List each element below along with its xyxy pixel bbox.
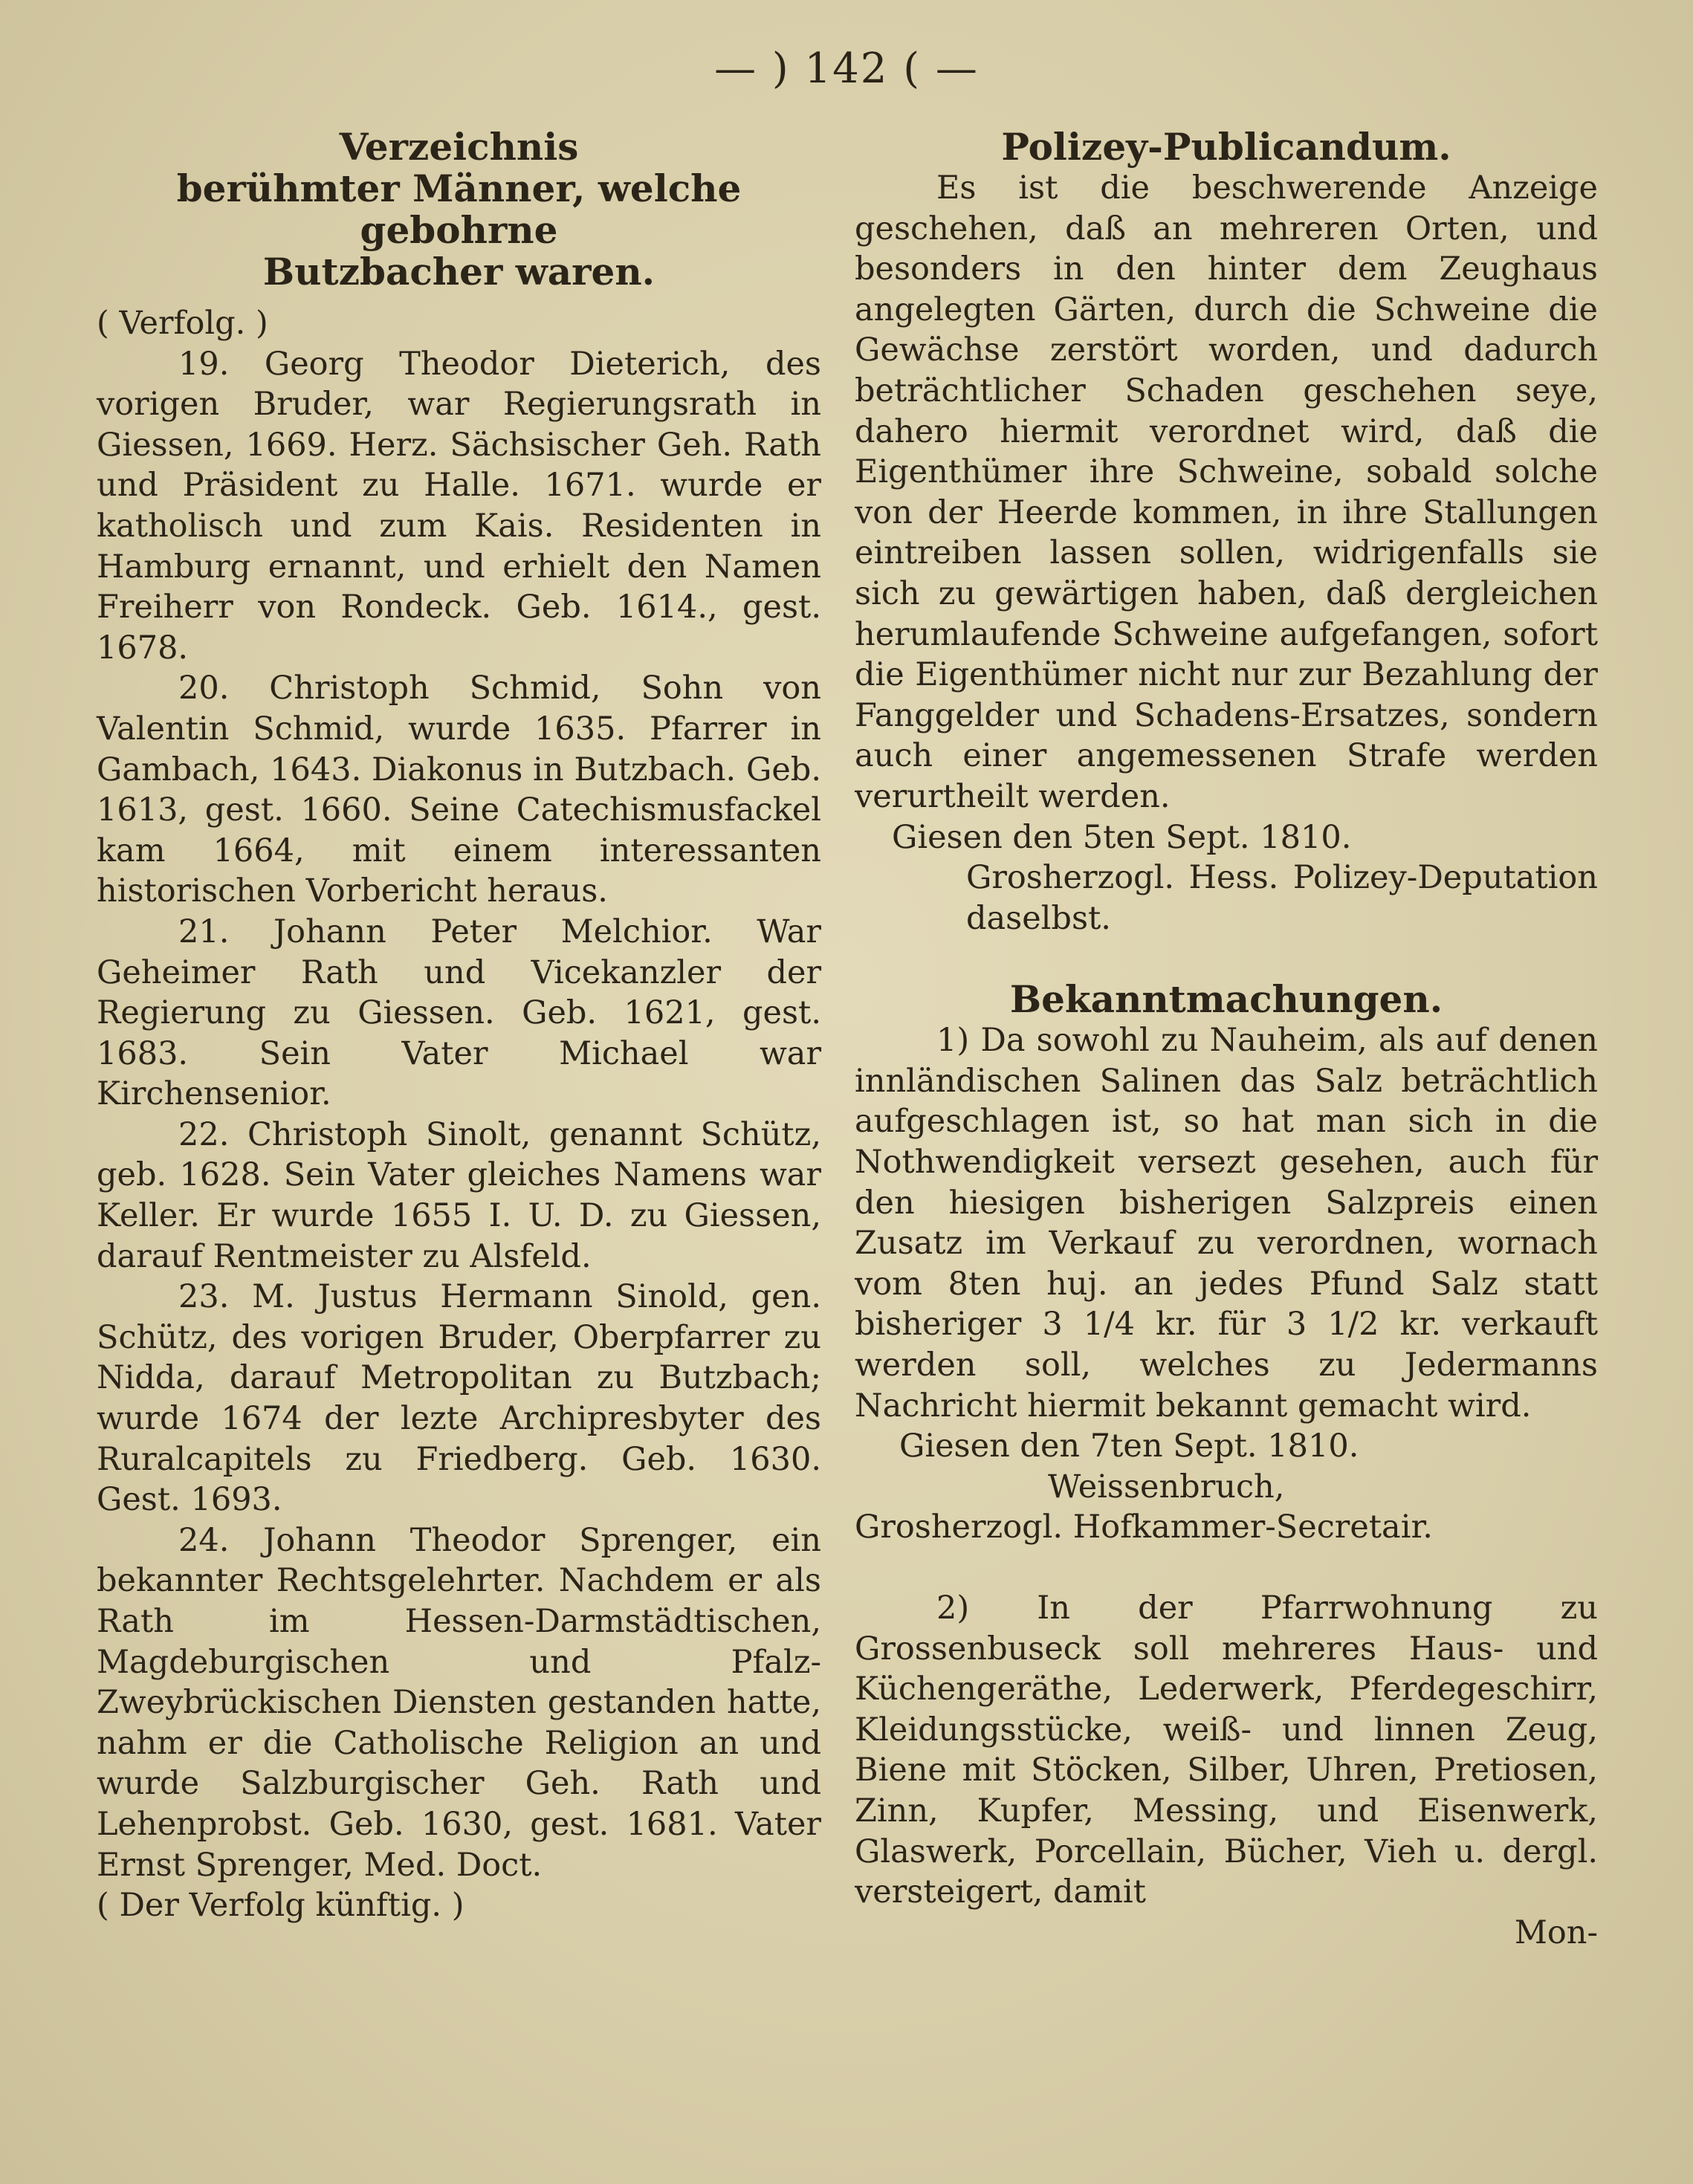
entry-23: 23. M. Justus Hermann Sinold, gen. Schütz, des vorigen Bruder, Oberpfarrer zu Nidda, darauf Metropolitan zu Butzbach; wurde 1674 der lezte Archipresbyter des Ruralcapitels zu Friedberg. Geb. 1630. Gest. 1693. (97, 1278, 821, 1519)
notice-1-signature-name: Weissenbruch, (1048, 1468, 1285, 1506)
title-line-1: Verzeichnis (339, 125, 579, 169)
title-line-2: berühmter Männer, welche gebohrne (176, 166, 742, 252)
police-signature: Grosherzogl. Hess. Polizey-Deputation daselbst. (966, 859, 1598, 937)
entry-22: 22. Christoph Sinolt, genannt Schütz, geb. 1628. Sein Vater gleiches Namens war Keller. Er wurde 1655 I. U. D. zu Giessen, darauf Rentmeister zu Alsfeld. (97, 1115, 821, 1275)
catchword: Mon- (1514, 1914, 1598, 1951)
entry-19: 19. Georg Theodor Dieterich, des vorigen Bruder, war Regierungsrath in Giessen, 1669. Herz. Sächsischer Geh. Rath und Präsident zu Halle. 1671. wurde er katholisch und zum Kais. Residenten in Hamburg ernannt, und erhielt den Namen Freiherr von Rondeck. Geb. 1614., gest. 1678. (97, 345, 821, 667)
police-date: Giesen den 5ten Sept. 1810. (892, 818, 1352, 856)
announcements-title: Bekanntmachungen. (1009, 977, 1443, 1022)
notice-1-date: Giesen den 7ten Sept. 1810. (899, 1428, 1359, 1465)
left-column (97, 126, 821, 1926)
notice-1: 1) Da sowohl zu Nauheim, als auf denen innländischen Salinen das Salz beträchtlich aufgeschlagen ist, so hat man sich in die Nothwendigkeit versezt gesehen, auch für den hiesigen bisherigen Salzpreis einen Zusatz im Verkauf zu verordnen, wornach vom 8ten huj. an jedes Pfund Salz statt bisheriger 3 1/4 kr. für 3 1/2 kr. verkauft werden soll, welches zu Jedermanns Nachricht hiermit bekannt gemacht wird. (855, 1022, 1598, 1425)
right-column (855, 126, 1598, 1953)
entry-24: 24. Johann Theodor Sprenger, ein bekannter Rechtsgelehrter. Nachdem er als Rath im Hessen-Darmstädtischen, Magdeburgischen und Pfalz-Zweybrückischen Diensten gestanden hatte, nahm er die Catholische Religion an und wurde Salzburgischer Geh. Rath und Lehenprobst. Geb. 1630, gest. 1681. Vater Ernst Sprenger, Med. Doct. (97, 1521, 821, 1884)
subtitle: ( Verfolg. ) (97, 305, 268, 342)
notice-2: 2) In der Pfarrwohnung zu Grossenbuseck soll mehreres Haus- und Küchengeräthe, Lederwerk, Pferdegeschirr, Kleidungsstücke, weiß- und linnen Zeug, Biene mit Stöcken, Silber, Uhren, Pretiosen, Zinn, Kupfer, Messing, und Eisenwerk, Glaswerk, Porcellain, Bücher, Vieh u. dergl. versteigert, damit (855, 1590, 1598, 1911)
spacer (855, 1548, 1598, 1588)
police-body: Es ist die beschwerende Anzeige geschehen, daß an mehreren Orten, und besonders in den hinter dem Zeughaus angelegten Gärten, durch die Schweine die Gewächse zerstört worden, und dadurch beträchtlicher Schaden geschehen seye, dahero hiermit verordnet wird, daß die Eigenthümer ihre Schweine, sobald solche von der Heerde kommen, in ihre Stallungen eintreiben lassen sollen, widrigenfalls sie sich zu gewärtigen haben, daß dergleichen herumlaufende Schweine aufgefangen, sofort die Eigenthümer nicht nur zur Bezahlung der Fanggelder und Schadens-Ersatzes, sondern auch einer angemessenen Strafe werden verurtheilt werden. (855, 169, 1598, 815)
closing-note: ( Der Verfolg künftig. ) (97, 1887, 464, 1925)
entry-21: 21. Johann Peter Melchior. War Geheimer Rath und Vicekanzler der Regierung zu Giessen. Geb. 1621, gest. 1683. Sein Vater Michael war Kirchensenior. (97, 913, 821, 1113)
title-line-3: Butzbacher waren. (262, 250, 655, 294)
spacer (855, 939, 1598, 979)
notice-1-signature-title: Grosherzogl. Hofkammer-Secretair. (855, 1509, 1433, 1546)
police-title: Polizey-Publicandum. (1001, 125, 1451, 169)
entry-20: 20. Christoph Schmid, Sohn von Valentin Schmid, wurde 1635. Pfarrer in Gambach, 1643. Diakonus in Butzbach. Geb. 1613, gest. 1660. Seine Catechismusfackel kam 1664, mit einem interessanten historischen Vorbericht heraus. (97, 670, 821, 910)
page-header: — ) 142 ( — (714, 45, 979, 93)
